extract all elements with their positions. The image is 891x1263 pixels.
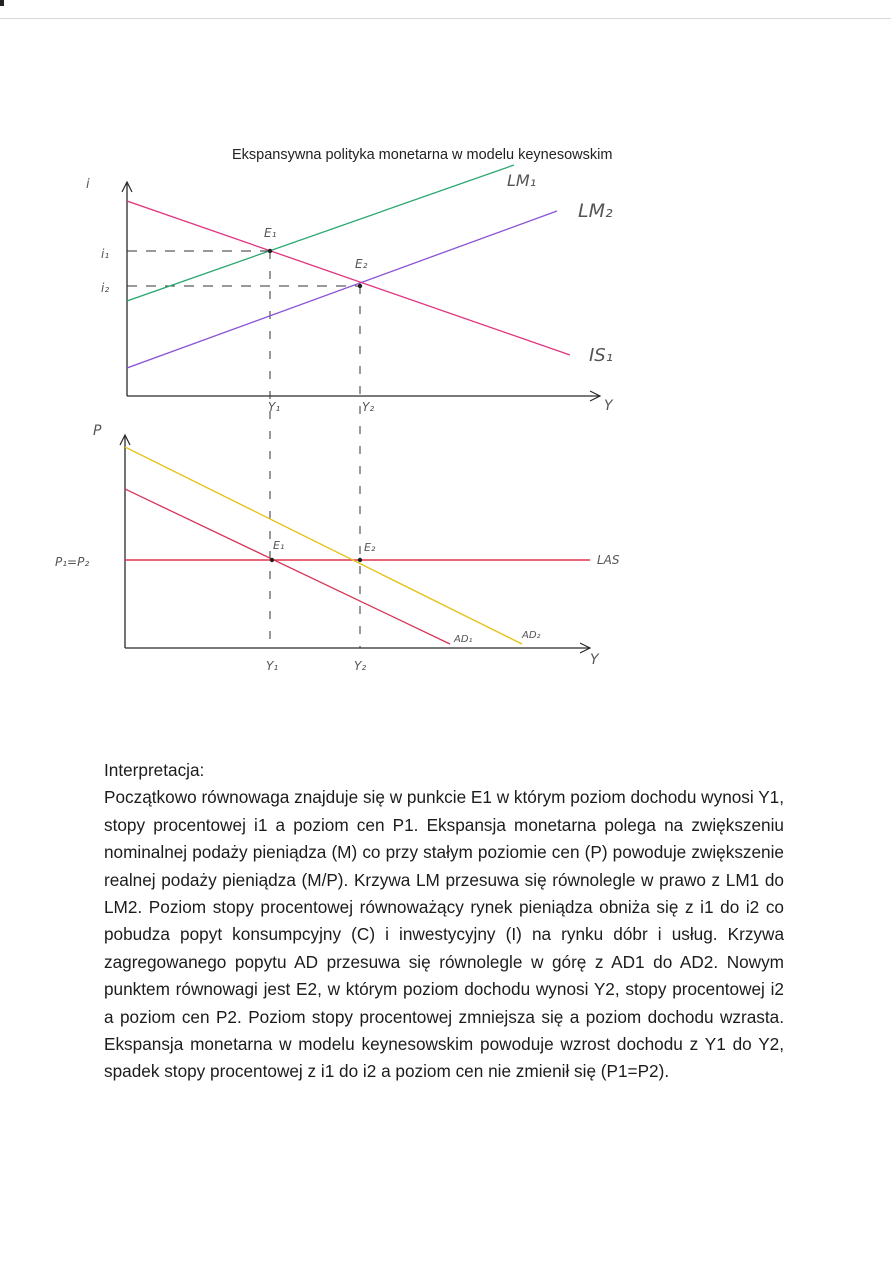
- interpretation-heading: Interpretacja:: [104, 760, 205, 780]
- tick-label-i1: i₁: [101, 247, 110, 261]
- bottom-graph: [55, 423, 620, 673]
- label-LM1: LM₁: [507, 171, 537, 190]
- label-E1-top: E₁: [264, 226, 277, 240]
- point-E1-top: [268, 249, 272, 253]
- point-E2-bottom: [358, 558, 362, 562]
- label-E2-top: E₂: [355, 257, 368, 271]
- top-x-axis-label: Y: [604, 398, 613, 414]
- curve-AD1: [125, 489, 450, 644]
- label-AD2: AD₂: [522, 630, 541, 641]
- bottom-x-axis-label: Y: [590, 652, 599, 668]
- label-E1-bottom: E₁: [273, 539, 285, 552]
- interpretation-body: Początkowo równowaga znajduje się w punkcie E1 w którym poziom dochodu wynosi Y1, stopy procentowej i1 a poziom cen P1. Ekspansja monetarna polega na zwiększeniu nominalnej podaży pieniądza (M) co przy stałym poziomie cen (P) powoduje zwiększenie realnej podaży pieniądza (M/P). Krzywa LM przesuwa się równolegle w prawo z LM1 do LM2. Poziom stopy procentowej równoważący rynek pieniądza obniża się z i1 do i2 co pobudza popyt konsumpcyjny (C) i inwestycyjny (I) na rynku dóbr i usług. Krzywa zagregowanego popytu AD przesuwa się równolegle w górę z AD1 do AD2. Nowym punktem równowagi jest E2, w którym poziom dochodu wynosi Y2, stopy procentowej i2 a poziom cen P2. Poziom stopy procentowej zmniejsza się a poziom dochodu wzrasta. Ekspansja monetarna w modelu keynesowskim powoduje wzrost dochodu z Y1 do Y2, spadek stopy procentowej z i1 do i2 a poziom cen nie zmienił się (P1=P2).: [104, 787, 784, 1082]
- curve-LM2: [127, 211, 557, 368]
- curve-LM1: [127, 165, 514, 301]
- tick-label-P: P₁=P₂: [55, 555, 90, 569]
- bottom-y-axis-label: P: [93, 423, 102, 439]
- label-AD1: AD₁: [454, 634, 473, 645]
- diagram-title: Ekspansywna polityka monetarna w modelu keynesowskim: [232, 147, 613, 163]
- tick-label-Y1-top: Y₁: [268, 400, 281, 414]
- tick-label-i2: i₂: [101, 281, 110, 295]
- top-y-axis-label: i: [86, 177, 90, 192]
- label-E2-bottom: E₂: [364, 541, 376, 554]
- label-LM2: LM₂: [578, 200, 613, 222]
- interpretation-section: [104, 757, 784, 1086]
- label-LAS: LAS: [597, 553, 620, 567]
- point-E1-bottom: [270, 558, 274, 562]
- top-graph: [86, 165, 614, 648]
- label-IS1: IS₁: [589, 345, 613, 366]
- tick-label-Y1-bottom: Y₁: [266, 659, 279, 673]
- curve-AD2: [125, 447, 522, 644]
- tick-label-Y2-top: Y₂: [362, 400, 375, 414]
- point-E2-top: [358, 284, 362, 288]
- tick-label-Y2-bottom: Y₂: [354, 659, 367, 673]
